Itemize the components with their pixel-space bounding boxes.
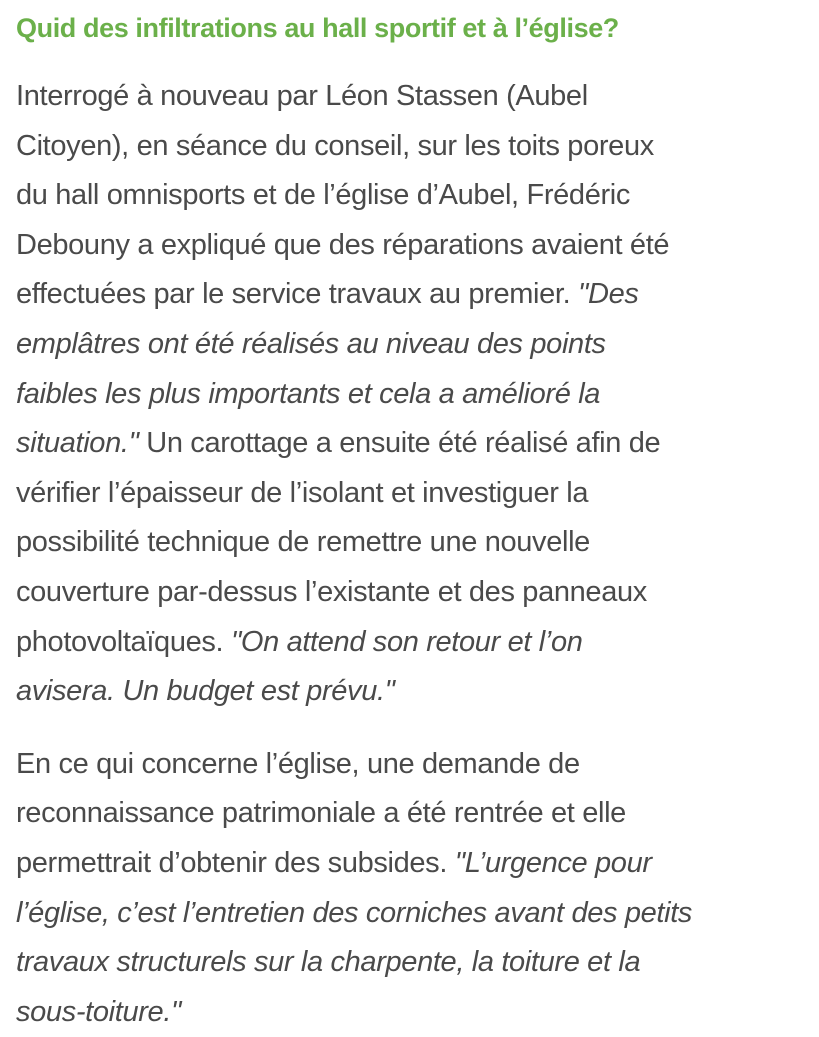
text-line [16,72,803,122]
text-line [16,469,803,519]
body-text: reconnaissance patrimoniale a été rentrée et elle [16,797,626,830]
body-text: Citoyen), en séance du conseil, sur les toits poreux [16,129,654,162]
body-text: permettrait d’obtenir des subsides. [16,846,455,879]
body-text: effectuées par le service travaux au premier. [16,278,579,311]
text-line [16,518,803,568]
text-line [16,789,803,839]
text-line [16,221,803,271]
body-text: photovoltaïques. [16,625,231,658]
text-line [16,988,803,1037]
article-subheading: Quid des infiltrations au hall sportif et à l’église? [16,13,619,43]
body-text: vérifier l’épaisseur de l’isolant et investiguer la [16,476,589,509]
text-line [16,740,803,790]
quote-text: l’église, c’est l’entretien des corniches avant des petits [16,896,693,929]
text-line [16,270,803,320]
body-text: En ce qui concerne l’église, une demande de [16,747,580,780]
body-text: Un carottage a ensuite été réalisé afin de [138,427,661,460]
article-paragraph-2 [16,740,803,1037]
quote-text: faibles les plus importants et cela a amélioré la [16,377,601,410]
text-line [16,370,803,420]
text-line [16,667,803,717]
text-line [16,320,803,370]
text-line [16,839,803,889]
quote-text: travaux structurels sur la charpente, la toiture et la [16,946,641,979]
body-text: possibilité technique de remettre une nouvelle [16,526,590,559]
text-line [16,889,803,939]
body-text: Interrogé à nouveau par Léon Stassen (Aubel [16,80,588,112]
quote-text: avisera. Un budget est prévu." [16,675,395,708]
quote-text: emplâtres ont été réalisés au niveau des points [16,327,606,360]
text-line [16,618,803,668]
article-paragraph-1 [16,72,803,717]
text-line [16,419,803,469]
quote-text: sous-toiture." [16,995,181,1028]
text-line [16,568,803,618]
quote-text: situation." [16,427,139,460]
body-text: du hall omnisports et de l’église d’Aubel, Frédéric [16,179,631,212]
body-text: Debouny a expliqué que des réparations avaient été [16,228,670,261]
text-line [16,938,803,988]
quote-text: "Des [578,278,639,311]
text-line [16,171,803,221]
text-line [16,122,803,172]
quote-text: "On attend son retour et l’on [230,625,583,658]
quote-text: "L’urgence pour [454,846,652,879]
body-text: couverture par-dessus l’existante et des panneaux [16,575,647,608]
